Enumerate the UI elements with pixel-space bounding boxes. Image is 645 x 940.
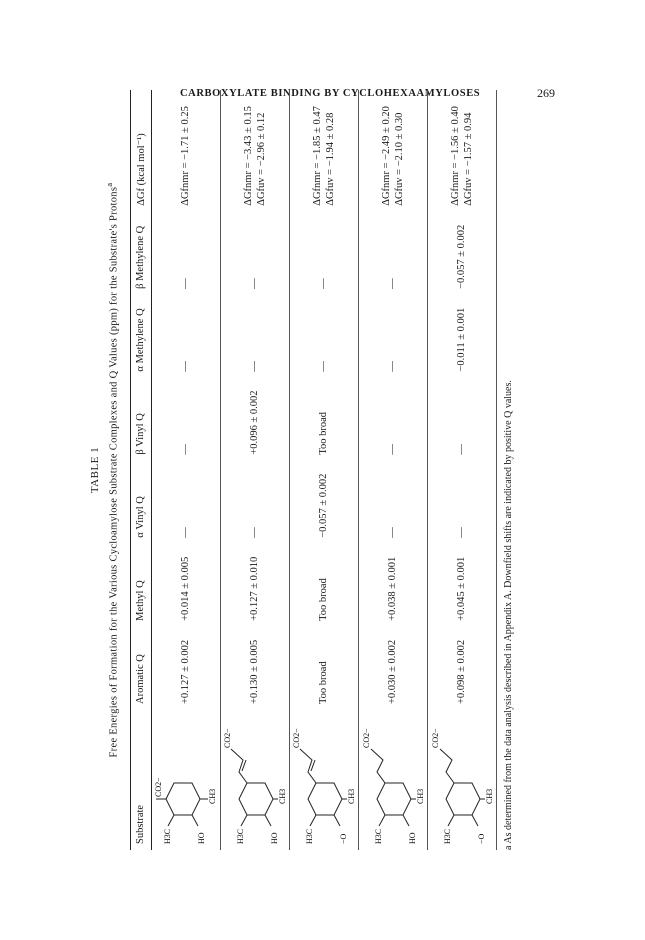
a-methylene-q: — <box>289 295 358 378</box>
col-b-methylene: β Methylene Q <box>130 212 151 295</box>
col-aromatic: Aromatic Q <box>130 627 151 710</box>
col-a-methylene: α Methylene Q <box>130 295 151 378</box>
a-methylene-q: — <box>358 295 427 378</box>
b-methylene-q: — <box>358 212 427 295</box>
structure-diagram <box>359 724 423 844</box>
table-title-text: Free Energies of Formation for the Various Cycloamylose Substrate Complexes and Q Values (ppm) for the Substrate's Protons <box>108 186 119 758</box>
a-vinyl-q: — <box>427 461 496 544</box>
a-methylene-q: — <box>151 295 220 378</box>
aromatic-q: +0.127 ± 0.002 <box>151 627 220 710</box>
b-methylene-q: — <box>289 212 358 295</box>
b-vinyl-q: — <box>151 378 220 461</box>
dgf-cell <box>358 90 427 212</box>
col-dgf: ΔGf (kcal mol⁻¹) <box>130 90 151 212</box>
dgf-uv: ΔGfuv = −1.94 ± 0.28 <box>324 112 335 206</box>
ch3-label: CH3 <box>484 788 494 804</box>
o-minus-label: −O <box>338 833 348 844</box>
dgf-nmr: ΔGfnmr = −1.71 ± 0.25 <box>179 106 191 206</box>
ch3-label: CH3 <box>277 788 287 804</box>
table-row <box>289 90 358 850</box>
methyl-q: +0.045 ± 0.001 <box>427 544 496 627</box>
h3c-label: H3C <box>442 828 452 844</box>
b-vinyl-q: — <box>427 378 496 461</box>
a-vinyl-q: −0.057 ± 0.002 <box>289 461 358 544</box>
o-minus-label: −O <box>476 833 486 844</box>
b-vinyl-q: +0.096 ± 0.002 <box>220 378 289 461</box>
structure-cell <box>427 710 496 850</box>
structure-diagram <box>152 724 216 844</box>
dgf-uv: ΔGfuv = −1.57 ± 0.94 <box>462 112 473 206</box>
h3c-label: H3C <box>373 828 383 844</box>
ho-label: HO <box>269 832 279 844</box>
table-label: TABLE 1 <box>88 446 101 494</box>
table-title <box>102 90 122 850</box>
a-methylene-q: −0.011 ± 0.001 <box>427 295 496 378</box>
dgf-cell <box>289 90 358 212</box>
ch3-label: CH3 <box>415 788 425 804</box>
dgf-uv: ΔGfuv = −2.96 ± 0.12 <box>255 112 266 206</box>
table-caption <box>88 90 122 850</box>
col-b-vinyl: β Vinyl Q <box>130 378 151 461</box>
table-footnote: a As determined from the data analysis described in Appendix A. Downfield shifts are indicated by positive Q values. <box>502 380 513 850</box>
ho-label: HO <box>407 832 417 844</box>
structure-diagram <box>428 724 492 844</box>
dgf-nmr: ΔGfnmr = −2.49 ± 0.20 <box>380 106 391 206</box>
structure-diagram <box>290 724 354 844</box>
b-vinyl-q: Too broad <box>289 378 358 461</box>
dgf-nmr: ΔGfnmr = −1.56 ± 0.40 <box>449 106 460 206</box>
methyl-q: Too broad <box>289 544 358 627</box>
b-methylene-q: −0.057 ± 0.002 <box>427 212 496 295</box>
methyl-q: +0.038 ± 0.001 <box>358 544 427 627</box>
ch3-label: CH3 <box>346 788 356 804</box>
col-a-vinyl: α Vinyl Q <box>130 461 151 544</box>
h3c-label: H3C <box>235 828 245 844</box>
a-vinyl-q: — <box>151 461 220 544</box>
dgf-cell <box>220 90 289 212</box>
table-row <box>151 90 220 850</box>
structure-cell <box>358 710 427 850</box>
dgf-nmr: ΔGfnmr = −3.43 ± 0.15 <box>242 106 253 206</box>
b-methylene-q: — <box>220 212 289 295</box>
co2-label: CO2− <box>222 728 232 748</box>
methyl-q: +0.014 ± 0.005 <box>151 544 220 627</box>
h3c-label: H3C <box>162 828 172 844</box>
ch3-label: CH3 <box>207 788 217 804</box>
table-title-note: a <box>103 182 114 187</box>
dgf-cell <box>151 90 220 212</box>
structure-cell <box>151 710 220 850</box>
running-head: CARBOXYLATE BINDING BY CYCLOHEXAAMYLOSES <box>180 88 481 99</box>
b-vinyl-q: — <box>358 378 427 461</box>
table-header-row <box>130 90 151 850</box>
methyl-q: +0.127 ± 0.010 <box>220 544 289 627</box>
structure-cell <box>289 710 358 850</box>
page-number: 269 <box>537 86 555 100</box>
structure-diagram <box>221 724 285 844</box>
dgf-cell <box>427 90 496 212</box>
rotated-table-block <box>88 90 558 850</box>
table-row <box>427 90 496 850</box>
table-row <box>220 90 289 850</box>
a-methylene-q: — <box>220 295 289 378</box>
aromatic-q: +0.098 ± 0.002 <box>427 627 496 710</box>
table-row <box>358 90 427 850</box>
co2-label: CO2− <box>361 728 371 748</box>
structure-cell <box>220 710 289 850</box>
a-vinyl-q: — <box>220 461 289 544</box>
col-methyl: Methyl Q <box>130 544 151 627</box>
co2-label: CO2− <box>153 777 163 797</box>
aromatic-q: Too broad <box>289 627 358 710</box>
co2-label: CO2− <box>430 728 440 748</box>
dgf-uv: ΔGfuv = −2.10 ± 0.30 <box>393 112 404 206</box>
col-substrate: Substrate <box>130 710 151 850</box>
data-table <box>129 90 496 850</box>
b-methylene-q: — <box>151 212 220 295</box>
aromatic-q: +0.130 ± 0.005 <box>220 627 289 710</box>
dgf-nmr: ΔGfnmr = −1.85 ± 0.47 <box>311 106 322 206</box>
co2-label: CO2− <box>291 728 301 748</box>
h3c-label: H3C <box>304 828 314 844</box>
ho-label: HO <box>196 832 206 844</box>
aromatic-q: +0.030 ± 0.002 <box>358 627 427 710</box>
a-vinyl-q: — <box>358 461 427 544</box>
